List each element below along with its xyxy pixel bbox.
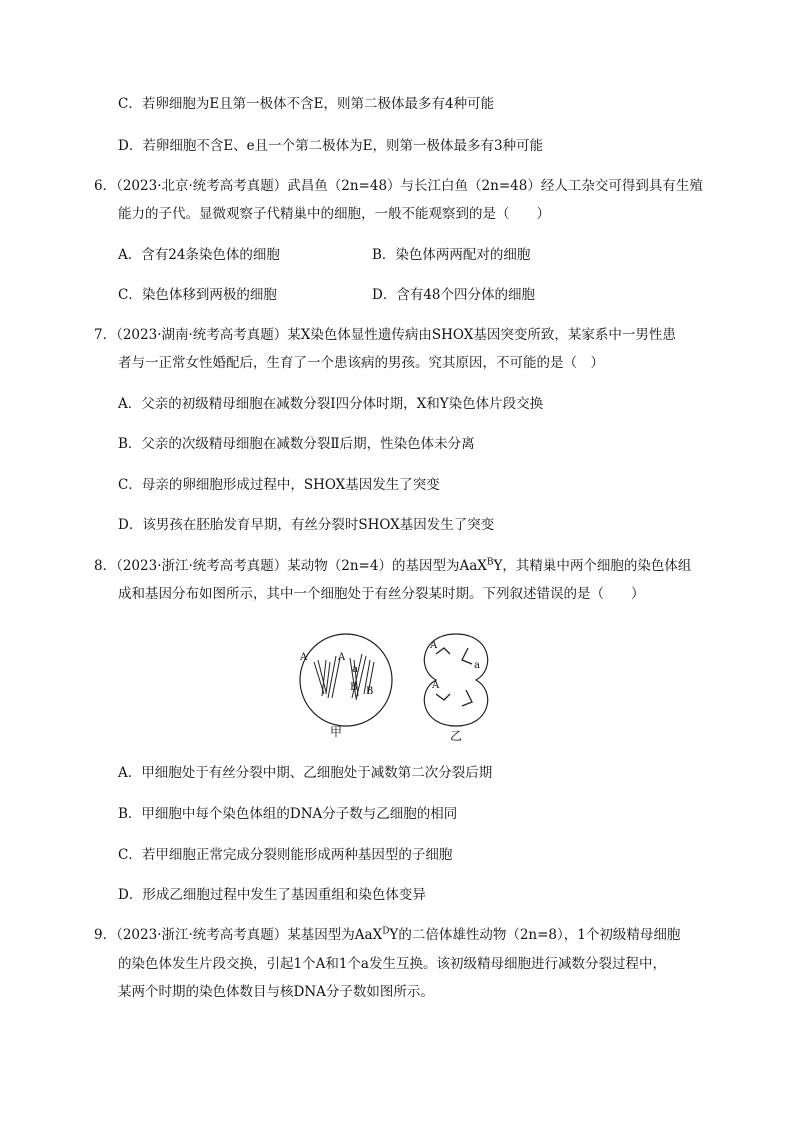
q9-stem-line1: 9．（2023·浙江·统考高考真题）某基因型为AaX$^D$Y的二倍体雄性动物（2n=8），1个初级精母细胞 (94, 926, 681, 943)
q6-option-a: A．含有24条染色体的细胞 (118, 247, 280, 263)
q6-stem-line1: 6．（2023·北京·统考高考真题）武昌鱼（2n=48）与长江白鱼（2n=48）经人工杂交可得到具有生殖 (94, 178, 703, 194)
q7-option-c: C．母亲的卵细胞形成过程中，SHOX基因发生了突变 (118, 477, 440, 493)
q8-stem-line2: 成和基因分布如图所示，其中一个细胞处于有丝分裂某时期。下列叙述错误的是（ ） (118, 586, 645, 602)
q6-option-c: C．染色体移到两极的细胞 (118, 287, 277, 303)
q9-stem-line3: 某两个时期的染色体数目与核DNA分子数如图所示。 (118, 984, 434, 1000)
q5-option-d: D．若卵细胞不含E、e且一个第二极体为E，则第一极体最多有3种可能 (118, 138, 544, 154)
q8-option-b: B．甲细胞中每个染色体组的DNA分子数与乙细胞的相同 (118, 806, 458, 822)
gene-label-A2: A (338, 652, 346, 663)
cell-diagram-svg (296, 624, 516, 744)
gene-label-yi-a: a (474, 660, 480, 671)
gene-label-B2: B (366, 686, 374, 697)
cell-yi-chromosomes (436, 648, 472, 706)
gene-label-yi-A2: A (432, 680, 440, 691)
gene-label-a: a (352, 664, 358, 675)
q5-option-c: C．若卵细胞为E且第一极体不含E，则第二极体最多有4种可能 (118, 96, 495, 112)
q8-stem-line1: 8．（2023·浙江·统考高考真题）某动物（2n=4）的基因型为AaX$^B$Y，其精巢中两个细胞的染色体组 (94, 557, 692, 574)
cell-division-figure (296, 624, 516, 744)
q7-option-a: A．父亲的初级精母细胞在减数分裂Ⅰ四分体时期，X和Y染色体片段交换 (118, 396, 544, 412)
q8-option-c: C．若甲细胞正常完成分裂则能形成两种基因型的子细胞 (118, 847, 453, 863)
q6-option-b: B．染色体两两配对的细胞 (372, 247, 531, 263)
q7-stem-line1: 7．（2023·湖南·统考高考真题）某X染色体显性遗传病由SHOX基因突变所致，某家系中一男性患 (94, 327, 676, 343)
cell-jia-membrane (300, 634, 392, 726)
q8-option-a: A．甲细胞处于有丝分裂中期、乙细胞处于减数第二次分裂后期 (118, 765, 493, 781)
q7-stem-line2: 者与一正常女性婚配后，生育了一个患该病的男孩。究其原因，不可能的是（ ） (118, 355, 604, 371)
q7-option-d: D．该男孩在胚胎发育早期，有丝分裂时SHOX基因发生了突变 (118, 517, 495, 533)
q7-option-b: B．父亲的次级精母细胞在减数分裂Ⅱ后期，性染色体未分离 (118, 436, 475, 452)
q6-stem-line2: 能力的子代。显微观察子代精巢中的细胞，一般不能观察到的是（ ） (118, 206, 550, 222)
q8-option-d: D．形成乙细胞过程中发生了基因重组和染色体变异 (118, 887, 426, 903)
gene-label-A1: A (300, 652, 308, 663)
q6-option-d: D．含有48个四分体的细胞 (372, 287, 536, 303)
gene-label-B1: B (350, 682, 358, 693)
q9-stem-line2: 的染色体发生片段交换，引起1个A和1个a发生互换。该初级精母细胞进行减数分裂过程中， (118, 956, 666, 972)
figure-label-yi: 乙 (450, 729, 463, 743)
figure-label-jia: 甲 (330, 725, 343, 739)
gene-label-yi-A1: A (430, 640, 438, 651)
